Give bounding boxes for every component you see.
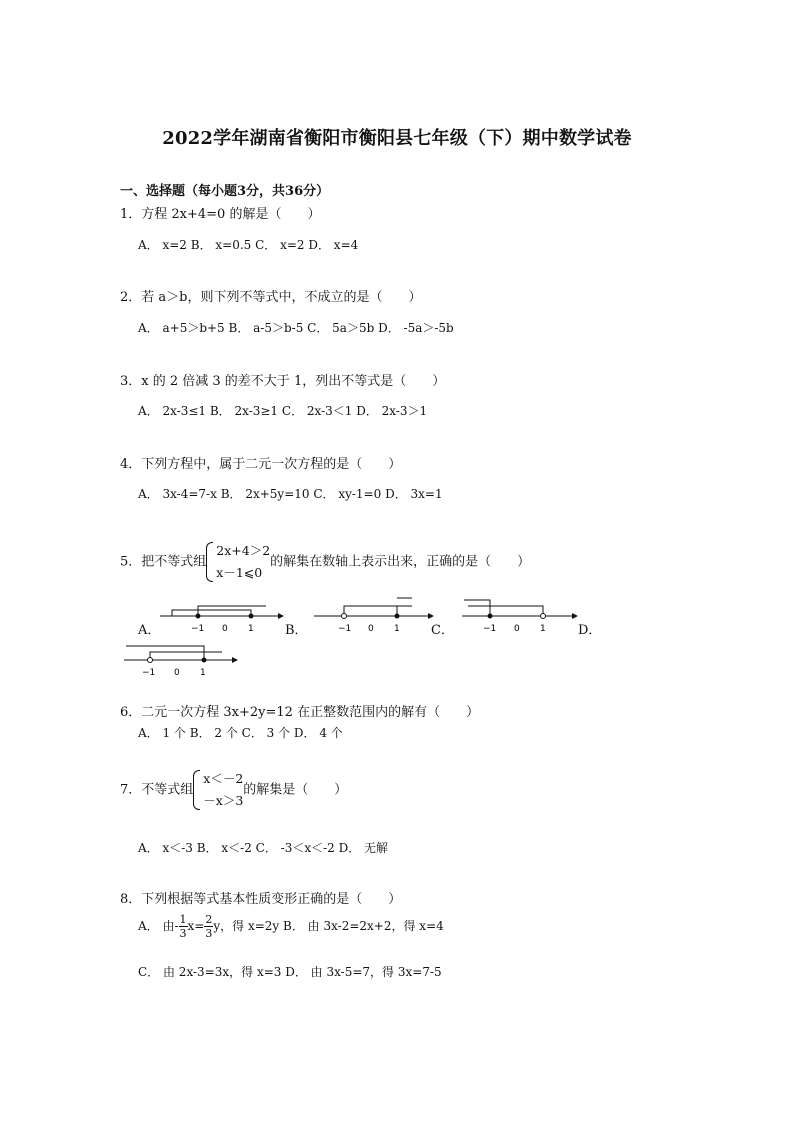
option-b-label: B．: [285, 623, 308, 638]
question-7: [120, 768, 347, 812]
inequality-row-2: －x＞3: [203, 793, 244, 808]
fraction-denominator: 3: [205, 927, 213, 940]
option-a-suffix: y，得 x=2y B． 由 3x-2=2x+2，得 x=4: [213, 919, 444, 933]
tick-label: 1: [540, 624, 546, 634]
question-4: 4．下列方程中，属于二元一次方程的是（ ）: [120, 457, 402, 472]
question-2-options: A． a+5＞b+5 B． a-5＞b-5 C． 5a＞5b D． -5a＞-5b: [138, 321, 454, 335]
question-1: 1．方程 2x+4=0 的解是（ ）: [120, 207, 321, 222]
tick-label: 0: [368, 624, 374, 634]
page-title: 2022学年湖南省衡阳市衡阳县七年级（下）期中数学试卷: [162, 128, 632, 149]
question-6-options: A． 1 个 B． 2 个 C． 3 个 D． 4 个: [138, 726, 343, 740]
option-d-label: D．: [578, 623, 602, 638]
tick-label: 1: [200, 668, 206, 678]
question-8: 8．下列根据等式基本性质变形正确的是（ ）: [120, 892, 402, 907]
section-heading: 一、选择题（每小题3分，共36分）: [120, 184, 330, 199]
question-5-suffix: 的解集在数轴上表示出来，正确的是（ ）: [270, 554, 531, 570]
tick-label: 1: [248, 624, 254, 634]
tick-label: −1: [142, 668, 156, 678]
inequality-row-1: x＜－2: [203, 771, 244, 786]
tick-label: −1: [338, 624, 352, 634]
inequality-system: [206, 540, 270, 584]
question-7-prefix: 7．不等式组: [120, 782, 194, 798]
question-8-option-cd: C． 由 2x-3=3x，得 x=3 D． 由 3x-5=7，得 3x=7-5: [138, 965, 442, 979]
tick-label: 0: [174, 668, 180, 678]
tick-label: −1: [191, 624, 205, 634]
option-a-middle: x=: [187, 919, 205, 933]
question-4-options: A． 3x-4=7-x B． 2x+5y=10 C． xy-1=0 D． 3x=1: [138, 487, 443, 501]
number-line-b: [312, 594, 434, 638]
number-line-d: [122, 638, 238, 682]
fraction: [179, 913, 188, 940]
inequality-row-2: x－1⩽0: [216, 565, 263, 580]
fraction-numerator: 2: [205, 913, 213, 926]
option-a-prefix: A． 由-: [138, 919, 179, 933]
tick-label: 1: [394, 624, 400, 634]
tick-label: 0: [514, 624, 520, 634]
fraction-denominator: 3: [179, 927, 187, 940]
number-line-c: [460, 594, 578, 638]
question-5: [120, 540, 530, 584]
question-7-options: A． x＜-3 B． x＜-2 C． -3＜x＜-2 D． 无解: [138, 841, 389, 855]
question-1-options: A． x=2 B． x=0.5 C． x=2 D． x=4: [138, 238, 359, 252]
inequality-row-1: 2x+4＞2: [216, 543, 271, 558]
tick-label: 0: [222, 624, 228, 634]
question-2: 2．若 a＞b，则下列不等式中，不成立的是（ ）: [120, 290, 422, 305]
question-3: 3．x 的 2 倍减 3 的差不大于 1，列出不等式是（ ）: [120, 374, 446, 389]
number-line-a: [158, 594, 284, 638]
option-a-label: A．: [138, 623, 161, 638]
question-6: 6．二元一次方程 3x+2y=12 在正整数范围内的解有（ ）: [120, 705, 480, 720]
tick-label: −1: [483, 624, 497, 634]
inequality-system: [193, 768, 243, 812]
question-7-suffix: 的解集是（ ）: [243, 782, 348, 798]
question-8-option-ab: [138, 913, 444, 940]
question-5-prefix: 5．把不等式组: [120, 554, 207, 570]
option-c-label: C．: [431, 623, 454, 638]
question-3-options: A． 2x-3≤1 B． 2x-3≥1 C． 2x-3＜1 D． 2x-3＞1: [138, 404, 428, 418]
fraction-numerator: 1: [179, 913, 187, 926]
